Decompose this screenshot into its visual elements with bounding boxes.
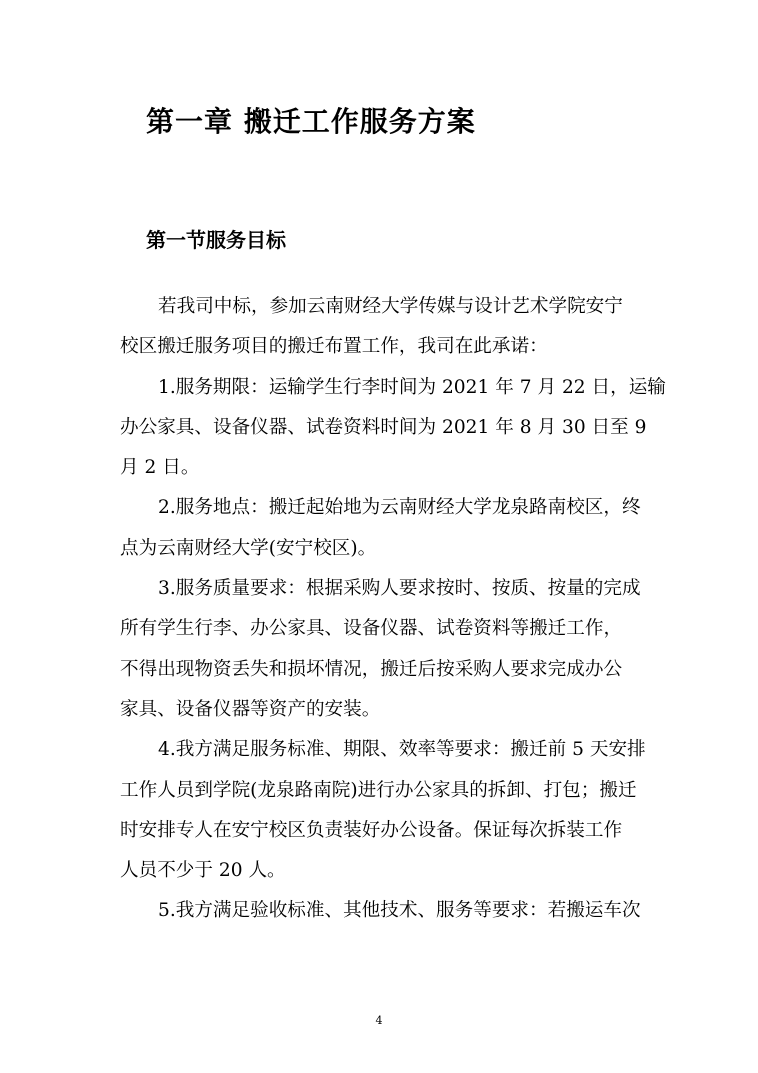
paragraph-service-period bbox=[120, 368, 666, 489]
body-text bbox=[120, 287, 666, 932]
paragraph-service-standards bbox=[120, 730, 646, 891]
text-line: 3.服务质量要求：根据采购人要求按时、按质、按量的完成 bbox=[158, 578, 641, 600]
text-line: 所有学生行李、办公家具、设备仪器、试卷资料等搬迁工作， bbox=[120, 618, 623, 640]
text-line: 5.我方满足验收标准、其他技术、服务等要求：若搬运车次 bbox=[158, 900, 641, 922]
paragraph-intro bbox=[120, 287, 642, 368]
chapter-title: 第一章 搬迁工作服务方案 bbox=[146, 105, 476, 138]
page-number: 4 bbox=[375, 1014, 383, 1027]
text-line: 1.服务期限：运输学生行李时间为 2021 年 7 月 22 日，运输 bbox=[158, 376, 666, 398]
text-line: 办公家具、设备仪器、试卷资料时间为 2021 年 8 月 30 日至 9 bbox=[120, 416, 647, 438]
paragraph-quality-requirements bbox=[120, 569, 642, 730]
section-title: 第一节服务目标 bbox=[146, 228, 286, 252]
text-line: 家具、设备仪器等资产的安装。 bbox=[120, 698, 381, 720]
paragraph-acceptance-standards bbox=[120, 891, 642, 931]
text-line: 2.服务地点：搬迁起始地为云南财经大学龙泉路南校区，终 bbox=[158, 497, 641, 519]
text-line: 4.我方满足服务标准、期限、效率等要求：搬迁前 5 天安排 bbox=[158, 739, 646, 761]
text-line: 点为云南财经大学(安宁校区)。 bbox=[120, 537, 377, 559]
paragraph-service-location bbox=[120, 488, 642, 569]
text-line: 时安排专人在安宁校区负责装好办公设备。保证每次拆装工作 bbox=[120, 819, 623, 841]
text-line: 校区搬迁服务项目的搬迁布置工作，我司在此承诺： bbox=[120, 336, 548, 358]
text-line: 工作人员到学院(龙泉路南院)进行办公家具的拆卸、打包；搬迁 bbox=[120, 779, 637, 801]
text-line: 不得出现物资丢失和损坏情况，搬迁后按采购人要求完成办公 bbox=[120, 658, 623, 680]
text-line: 月 2 日。 bbox=[120, 457, 200, 479]
text-line: 人员不少于 20 人。 bbox=[120, 860, 286, 882]
text-line: 若我司中标，参加云南财经大学传媒与设计艺术学院安宁 bbox=[158, 296, 623, 317]
